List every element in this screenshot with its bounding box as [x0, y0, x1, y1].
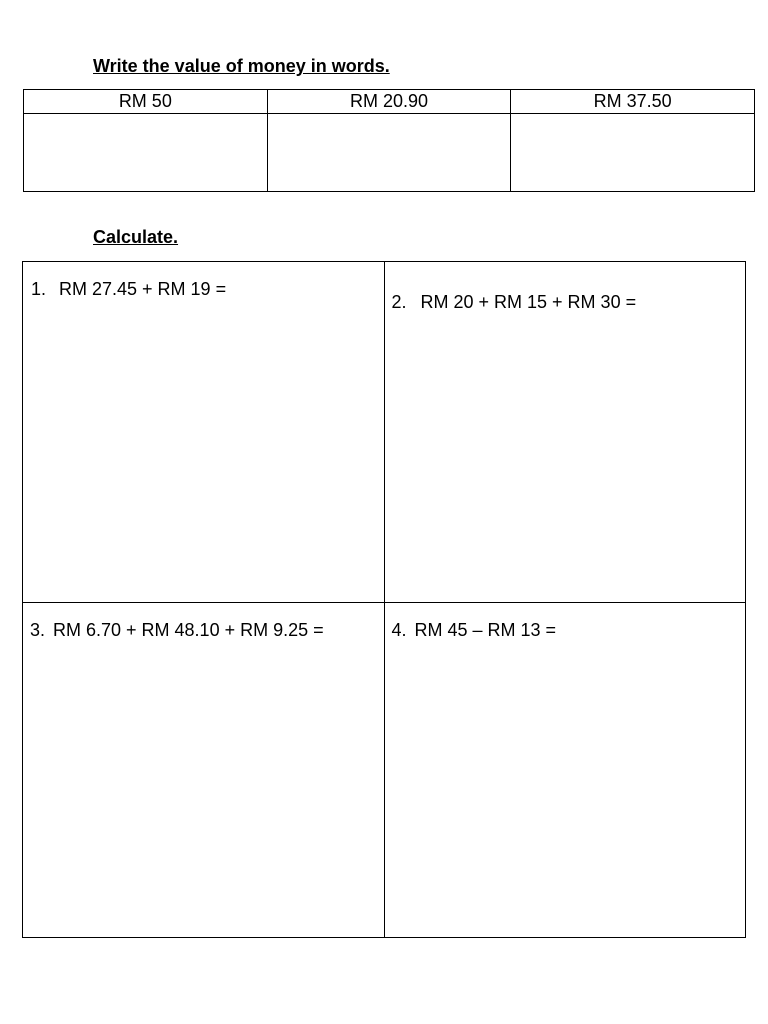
answers-row: [24, 114, 755, 192]
amount-cell-2: RM 20.90: [267, 90, 511, 114]
question-expression: RM 45 – RM 13 =: [414, 620, 557, 640]
question-expression: RM 27.45 + RM 19 =: [59, 279, 227, 299]
amounts-row: [24, 90, 755, 114]
question-expression: RM 20 + RM 15 + RM 30 =: [420, 292, 637, 312]
question-number: 4.: [391, 620, 407, 640]
amount-cell-1: RM 50: [24, 90, 268, 114]
question-number: 3.: [30, 620, 46, 640]
answer-cell-1[interactable]: [24, 114, 268, 192]
answer-cell-3[interactable]: [511, 114, 755, 192]
question-4: [385, 603, 746, 642]
calc-row-2: [23, 603, 746, 938]
question-expression: RM 6.70 + RM 48.10 + RM 9.25 =: [53, 620, 324, 640]
heading-write-in-words: Write the value of money in words.: [93, 56, 390, 76]
question-cell-3[interactable]: [23, 603, 385, 938]
money-words-table: [23, 89, 755, 192]
heading-calculate: Calculate.: [93, 227, 179, 247]
question-number: 1.: [31, 279, 47, 299]
question-cell-2[interactable]: [384, 262, 746, 603]
question-2: [385, 262, 746, 314]
question-number: 2.: [391, 292, 407, 312]
question-3: [23, 603, 384, 642]
question-cell-4[interactable]: [384, 603, 746, 938]
calc-row-1: [23, 262, 746, 603]
calculation-table: [22, 261, 746, 938]
question-1: [23, 262, 384, 301]
question-cell-1[interactable]: [23, 262, 385, 603]
amount-cell-3: RM 37.50: [511, 90, 755, 114]
answer-cell-2[interactable]: [267, 114, 511, 192]
